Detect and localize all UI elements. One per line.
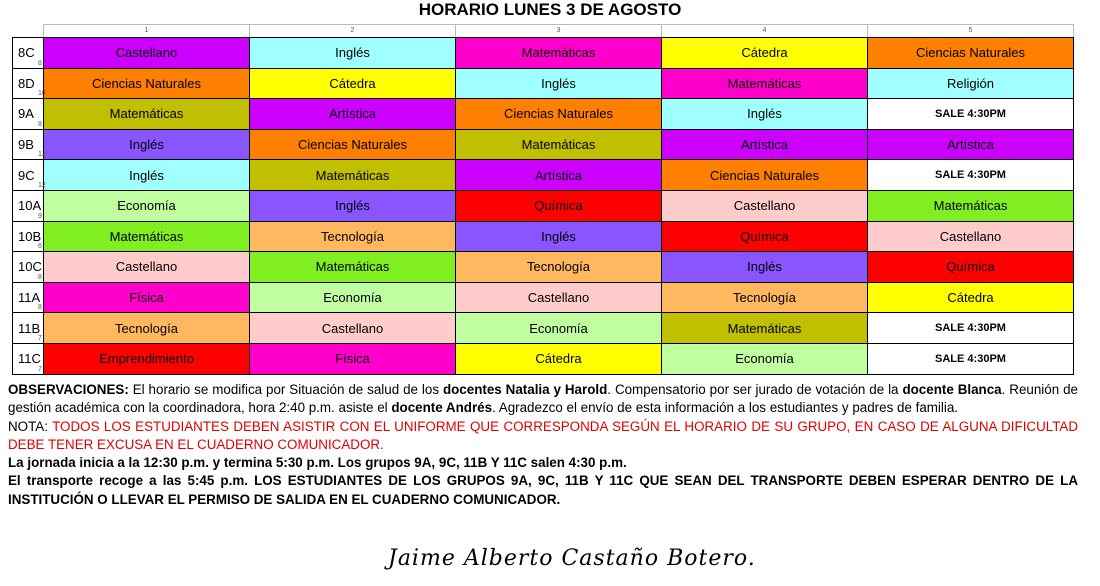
group-label [13, 160, 44, 191]
schedule-cell: Economía [250, 282, 456, 313]
schedule-cell: Economía [456, 313, 662, 344]
nota-text: TODOS LOS ESTUDIANTES DEBEN ASISTIR CON EL UNIFORME QUE CORRESPONDA SEGÚN EL HORARIO DE SU GRUPO, EN CASO DE ALGUNA DIFICULTAD DEBE TENER EXCUSA EN EL CUADERNO COMUNICADOR. [8, 418, 1079, 452]
group-sub-number: 7 [38, 365, 42, 373]
group-sub-number: 7 [38, 334, 42, 342]
jornada-paragraph: La jornada inicia a la 12:30 p.m. y termina 5:30 p.m. Los grupos 9A, 9C, 11B Y 11C salen 4:30 p.m. [8, 455, 627, 471]
group-sub-number: 12 [38, 181, 46, 189]
observations-emphasis: docente Andrés [391, 400, 493, 416]
group-sub-number: 6 [38, 243, 42, 251]
schedule-cell: Castellano [456, 282, 662, 313]
schedule-cell: Matemáticas [44, 221, 250, 252]
schedule-cell: Física [44, 282, 250, 313]
schedule-cell: Ciencias Naturales [662, 160, 868, 191]
group-sub-number: 8 [38, 304, 42, 312]
column-number: 2 [250, 25, 456, 38]
group-label [13, 221, 44, 252]
column-number-row [13, 25, 1074, 38]
observations-paragraph [8, 381, 1078, 418]
column-number: 1 [44, 25, 250, 38]
group-sub-number: 10 [38, 90, 46, 98]
group-name: 11B [18, 320, 41, 336]
group-name: 9C [18, 167, 35, 183]
schedule-cell: Cátedra [456, 343, 662, 374]
schedule-cell: Tecnología [44, 313, 250, 344]
group-name: 10A [18, 198, 42, 214]
schedule-cell: SALE 4:30PM [868, 99, 1074, 130]
schedule-cell: Artística [662, 129, 868, 160]
group-name: 10B [18, 228, 42, 244]
observations-text: . Compensatorio por ser jurado de votación de la [607, 382, 903, 397]
nota-paragraph [8, 418, 1078, 455]
group-sub-number: 8 [38, 273, 42, 281]
schedule-cell: Tecnología [662, 282, 868, 313]
group-label [13, 99, 44, 130]
schedule-cell: Matemáticas [250, 160, 456, 191]
schedule-row [13, 313, 1074, 344]
observations-text: . Reunión de gestión académica con la coordinadora, hora 2:40 p.m. asiste el [8, 382, 1078, 416]
schedule-cell: Religión [868, 68, 1074, 99]
schedule-cell: Ciencias Naturales [456, 99, 662, 130]
schedule-cell: Castellano [868, 221, 1074, 252]
group-label [13, 129, 44, 160]
schedule-row [13, 343, 1074, 374]
schedule-row [13, 160, 1074, 191]
schedule-cell: SALE 4:30PM [868, 343, 1074, 374]
schedule-cell: Inglés [456, 68, 662, 99]
schedule-table [12, 24, 1074, 375]
group-name: 10C [18, 259, 42, 275]
group-label [13, 252, 44, 283]
schedule-cell: Cátedra [868, 282, 1074, 313]
schedule-cell: Química [868, 252, 1074, 283]
schedule-cell: Inglés [662, 99, 868, 130]
notes-section [8, 381, 1078, 509]
schedule-cell: Matemáticas [456, 129, 662, 160]
column-number: 3 [456, 25, 662, 38]
schedule-cell: Inglés [250, 38, 456, 69]
schedule-cell: Ciencias Naturales [250, 129, 456, 160]
schedule-cell: Economía [662, 343, 868, 374]
schedule-cell: Física [250, 343, 456, 374]
schedule-cell: Tecnología [456, 252, 662, 283]
schedule-row [13, 38, 1074, 69]
transporte-paragraph: El transporte recoge a las 5:45 p.m. LOS ESTUDIANTES DE LOS GRUPOS 9A, 9C, 11B Y 11C QUE SEAN DEL TRANSPORTE DEBEN ESPERAR DENTRO DE LA INSTITUCIÓN O LLEVAR EL PERMISO DE SALIDA EN EL CUADERNO COMUNICADOR. [8, 473, 1078, 507]
column-number: 5 [868, 25, 1074, 38]
schedule-cell: Matemáticas [662, 313, 868, 344]
schedule-row [13, 99, 1074, 130]
schedule-cell: Química [456, 190, 662, 221]
observations-emphasis: docentes Natalia y Harold [442, 382, 608, 397]
schedule-row [13, 221, 1074, 252]
schedule-cell: Inglés [44, 160, 250, 191]
schedule-cell: Emprendimiento [44, 343, 250, 374]
observations-label: OBSERVACIONES: [8, 382, 129, 397]
observations-text: . Agradezco el envío de esta información a los estudiantes y padres de familia. [492, 400, 959, 416]
schedule-cell: Cátedra [662, 38, 868, 69]
schedule-cell: Inglés [456, 221, 662, 252]
group-name: 11A [18, 290, 41, 306]
schedule-cell: Matemáticas [868, 190, 1074, 221]
group-label [13, 68, 44, 99]
schedule-cell: Tecnología [250, 221, 456, 252]
group-sub-number: 8 [38, 59, 42, 67]
schedule-cell: Castellano [44, 252, 250, 283]
group-label [13, 343, 44, 374]
observations-emphasis: docente Blanca [902, 382, 1002, 397]
schedule-cell: Matemáticas [250, 252, 456, 283]
group-name: 9A [18, 106, 34, 122]
schedule-cell: Artística [456, 160, 662, 191]
schedule-cell: Castellano [250, 313, 456, 344]
schedule-cell: Cátedra [250, 68, 456, 99]
group-sub-number: 12 [38, 151, 46, 159]
schedule-cell: Castellano [662, 190, 868, 221]
observations-text: El horario se modifica por Situación de salud de los [128, 382, 443, 397]
group-label [13, 190, 44, 221]
schedule-cell: Matemáticas [662, 68, 868, 99]
group-name: 9B [18, 137, 34, 153]
schedule-cell: Artística [868, 129, 1074, 160]
schedule-row [13, 68, 1074, 99]
schedule-row [13, 252, 1074, 283]
schedule-cell: Matemáticas [456, 38, 662, 69]
schedule-cell: Economía [44, 190, 250, 221]
group-label [13, 313, 44, 344]
group-sub-number: 8 [38, 120, 42, 128]
schedule-cell: Ciencias Naturales [44, 68, 250, 99]
schedule-row [13, 129, 1074, 160]
schedule-row [13, 190, 1074, 221]
schedule-cell: Castellano [44, 38, 250, 69]
signature: Jaime Alberto Castaño Botero. [388, 546, 756, 571]
group-name: 11C [18, 351, 41, 367]
schedule-cell: SALE 4:30PM [868, 313, 1074, 344]
schedule-cell: Inglés [250, 190, 456, 221]
schedule-cell: Inglés [662, 252, 868, 283]
group-label [13, 282, 44, 313]
group-name: 8C [18, 45, 35, 61]
nota-label: NOTA: [8, 418, 53, 434]
schedule-cell: Matemáticas [44, 99, 250, 130]
schedule-cell: Ciencias Naturales [868, 38, 1074, 69]
group-name: 8D [18, 75, 35, 91]
schedule-row [13, 282, 1074, 313]
header-corner [13, 25, 44, 38]
group-sub-number: 9 [38, 212, 42, 220]
column-number: 4 [662, 25, 868, 38]
schedule-cell: Artística [250, 99, 456, 130]
group-label [13, 38, 44, 69]
schedule-cell: Química [662, 221, 868, 252]
schedule-cell: Inglés [44, 129, 250, 160]
schedule-cell: SALE 4:30PM [868, 160, 1074, 191]
page-title: HORARIO LUNES 3 DE AGOSTO [418, 0, 682, 19]
